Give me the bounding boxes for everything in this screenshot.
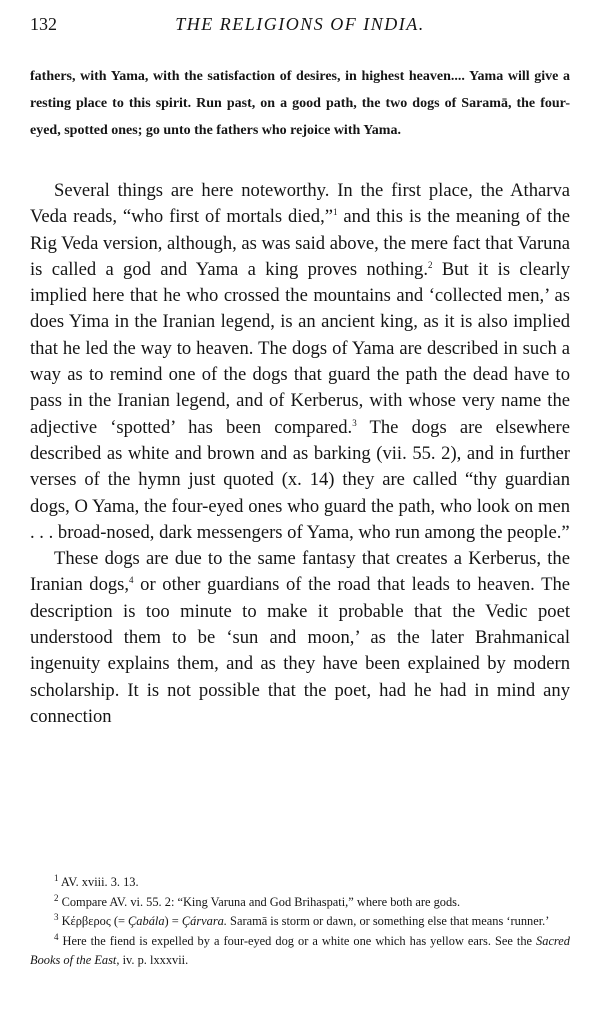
paragraph-text: But it is clearly implied here that he who crossed the mountains and ‘collected men,’ as does Yima in the Iranian legend, is an ancient king, as it is also implied that he led the way to heaven. The dogs of Yama are described in such a way as to remind one of the dogs that guard the path the dead have to pass in the Iranian legend, and of Kerberus, with whose very name the adjective ‘spotted’ has been compared. bbox=[30, 258, 570, 438]
paragraph-text: or other guardians of the road that leads to heaven. The description is too minute to make it probable that the Vedic poet understood them to be ‘sun and moon,’ as the later Brahmanical ingenuity explains them, and as they have been explained by modern scholarship. It is not possible that the poet, had he had in mind any connection bbox=[30, 574, 570, 727]
footnote-ref: 4 bbox=[129, 575, 134, 586]
footnote-4 bbox=[30, 932, 570, 971]
sanskrit-term: Çárvara. bbox=[181, 914, 227, 928]
page-header bbox=[30, 14, 570, 38]
paragraph-noteworthy bbox=[30, 178, 570, 546]
page-number: 132 bbox=[30, 14, 57, 34]
footnote-text: , iv. p. lxxxvii. bbox=[116, 953, 189, 967]
footnote-2 bbox=[30, 893, 570, 913]
paragraph-text: These dogs are due to the same fantasy that creates a Kerberus, the Iranian dogs, bbox=[30, 548, 570, 596]
paragraph-dogs bbox=[30, 546, 570, 730]
footnote-3 bbox=[30, 912, 570, 932]
paragraph-text: The dogs are elsewhere described as white and brown and as barking (vii. 55. 2), and in further verses of the hymn just quoted (x. 14) they are called “thy guardian dogs, O Yama, the four-eyed ones who guard the path, who look on men . . . broad-nosed, dark messengers of Yama, who run among the people.” bbox=[30, 416, 570, 543]
footnote-ref: 3 bbox=[352, 417, 357, 428]
running-title: THE RELIGIONS OF INDIA. bbox=[175, 14, 425, 34]
footnote-mark: 4 bbox=[54, 931, 59, 942]
paragraph-text: and this is the meaning of the Rig Veda version, although, as was said above, the mere fact that Varuna is called a god and Yama a king proves nothing. bbox=[30, 206, 570, 280]
footnote-text: AV. xviii. 3. 13. bbox=[58, 875, 139, 889]
footnote-ref: 1 bbox=[332, 207, 338, 218]
footnote-mark: 2 bbox=[54, 892, 59, 903]
footnote-ref: 2 bbox=[427, 259, 433, 270]
hymn-quotation: fathers, with Yama, with the satisfaction of desires, in highest heaven.... Yama will give a resting place to this spirit. Run past, on a good path, the two dogs of Saramā, the four-eyed, spotted ones; go unto the fathers who rejoice with Yama. bbox=[30, 69, 570, 138]
footnote-text: Compare AV. vi. 55. 2: “King Varuna and God Brihaspati,” where both are gods. bbox=[58, 894, 461, 909]
footnote-text: ) = bbox=[164, 914, 182, 928]
paragraph-text: Several things are here noteworthy. In the first place, the Atharva Veda reads, “who first of mortals died,” bbox=[30, 180, 570, 228]
book-title: Sacred Books of the East bbox=[30, 933, 570, 967]
sanskrit-term: Çabála bbox=[128, 914, 165, 928]
footnote-mark: 3 bbox=[54, 911, 59, 922]
body-text bbox=[30, 178, 570, 730]
footnote-1 bbox=[30, 873, 570, 893]
footnote-text: Saramā is storm or dawn, or something else that means ‘runner.’ bbox=[226, 914, 550, 928]
footnotes bbox=[30, 873, 570, 971]
footnote-text: Here the fiend is expelled by a four-eyed dog or a white one which has yellow ears. See the bbox=[58, 933, 537, 948]
footnote-mark: 1 bbox=[54, 872, 59, 883]
footnote-text: Κέρβερος (= bbox=[58, 914, 129, 928]
